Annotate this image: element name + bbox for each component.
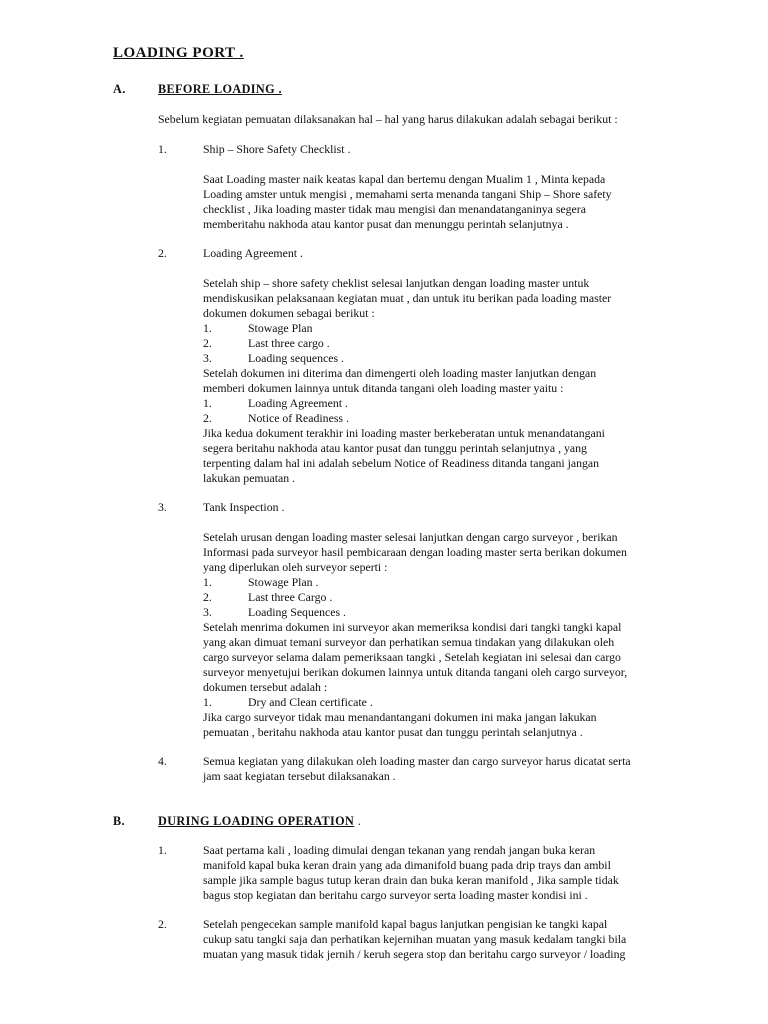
item-number: 2.	[158, 246, 167, 260]
item-paragraph	[203, 754, 631, 784]
text-line: Setelah pengecekan sample manifold kapal bagus lanjutkan pengisian ke tangki kapal	[203, 917, 608, 931]
item-title: Ship – Shore Safety Checklist .	[203, 142, 351, 156]
text-line: Saat Loading master naik keatas kapal dan bertemu dengan Mualim 1 , Minta kepada	[203, 172, 606, 186]
text-line: dokumen tersebut adalah :	[203, 680, 328, 694]
text-line: memberi dokumen lainnya untuk ditanda tangani oleh loading master yaitu :	[203, 381, 564, 395]
text-line: sample jika sample bagus tutup keran drain dan buka keran manifold , Jika sample tidak	[203, 873, 619, 887]
text-line: Semua kegiatan yang dilakukan oleh loading master dan cargo surveyor harus dicatat serta	[203, 754, 631, 768]
text-line: surveyor menyetujui berikan dokumen lainnya untuk ditanda tangani oleh cargo surveyor,	[203, 665, 628, 679]
text-line: jam saat kegiatan tersebut dilaksanakan .	[203, 769, 396, 783]
item-paragraph	[203, 843, 619, 903]
section-a-heading: BEFORE LOADING .	[158, 82, 282, 96]
doc-text: Dry and Clean certificate .	[248, 695, 373, 709]
text-line: memberitahu nakhoda atau kantor pusat dan menunggu perintah selanjutnya .	[203, 217, 569, 231]
section-b-heading-wrap	[158, 814, 361, 829]
item-title: Tank Inspection .	[203, 500, 285, 514]
document-title: LOADING PORT .	[113, 45, 244, 61]
section-b-letter: B.	[113, 814, 125, 828]
item-number: 4.	[158, 754, 167, 768]
text-line: terpenting dalam hal ini adalah sebelum Notice of Readiness ditanda tangani jangan	[203, 456, 600, 470]
doc-number: 1.	[203, 396, 212, 410]
item-paragraph	[203, 710, 597, 740]
doc-text: Loading sequences .	[248, 351, 344, 365]
text-line: Setelah dokumen ini diterima dan dimengerti oleh loading master lanjutkan dengan	[203, 366, 597, 380]
text-line: manifold kapal buka keran drain yang ada dimanifold buang pada drip trays dan ambil	[203, 858, 611, 872]
doc-number: 2.	[203, 411, 212, 425]
section-b-heading: DURING LOADING OPERATION	[158, 814, 355, 828]
doc-number: 3.	[203, 605, 212, 619]
item-paragraph	[203, 917, 626, 962]
doc-text: Stowage Plan	[248, 321, 313, 335]
text-line: checklist , Jika loading master tidak mau mengisi dan menandatanganinya segera	[203, 202, 586, 216]
text-line: pemuatan , beritahu nakhoda atau kantor pusat dan tunggu perintah selanjutnya .	[203, 725, 583, 739]
text-line: bagus stop kegiatan dan beritahu cargo surveyor serta loading master kondisi ini .	[203, 888, 588, 902]
text-line: cargo surveyor selama dalam pemeriksaan tangki , Setelah kegiatan ini selesai dan cargo	[203, 650, 621, 664]
section-b-heading-tail: .	[354, 814, 362, 828]
text-line: cukup satu tangki saja dan perhatikan kejernihan muatan yang masuk kedalam tangki bila	[203, 932, 627, 946]
doc-text: Stowage Plan .	[248, 575, 319, 589]
item-number: 3.	[158, 500, 167, 514]
text-line: segera beritahu nakhoda atau kantor pusat dan tunggu perintah selanjutnya , yang	[203, 441, 587, 455]
text-line: Saat pertama kali , loading dimulai dengan tekanan yang rendah jangan buka keran	[203, 843, 596, 857]
text-line: lakukan pemuatan .	[203, 471, 296, 485]
text-line: Setelah ship – shore safety cheklist selesai lanjutkan dengan loading master untuk	[203, 276, 590, 290]
doc-text: Last three cargo .	[248, 336, 330, 350]
section-a-letter: A.	[113, 82, 126, 96]
doc-number: 1.	[203, 695, 212, 709]
text-line: muatan yang masuk tidak jernih / keruh segera stop dan beritahu cargo surveyor / loading	[203, 947, 626, 961]
text-line: mendiskusikan pelaksanaan kegiatan muat , dan untuk itu berikan pada loading master	[203, 291, 612, 305]
text-line: yang diperlukan oleh surveyor seperti :	[203, 560, 388, 574]
doc-number: 1.	[203, 575, 212, 589]
doc-text: Loading Agreement .	[248, 396, 348, 410]
doc-text: Notice of Readiness .	[248, 411, 349, 425]
text-line: Setelah urusan dengan loading master selesai lanjutkan dengan cargo surveyor , berikan	[203, 530, 618, 544]
item-number: 1.	[158, 843, 167, 857]
text-line: Loading amster untuk mengisi , memahami serta menanda tangani Ship – Shore safety	[203, 187, 612, 201]
doc-number: 2.	[203, 336, 212, 350]
text-line: Setelah menrima dokumen ini surveyor akan memeriksa kondisi dari tangki tangki kapal	[203, 620, 622, 634]
item-number: 1.	[158, 142, 167, 156]
item-paragraph	[203, 620, 627, 695]
text-line: dokumen dokumen sebagai berikut :	[203, 306, 375, 320]
text-line: Jika kedua dokument terakhir ini loading master berkeberatan untuk menandatangani	[203, 426, 605, 440]
doc-number: 1.	[203, 321, 212, 335]
item-paragraph	[203, 366, 596, 396]
doc-text: Loading Sequences .	[248, 605, 346, 619]
item-number: 2.	[158, 917, 167, 931]
section-a-intro: Sebelum kegiatan pemuatan dilaksanakan hal – hal yang harus dilakukan adalah sebagai berikut :	[158, 112, 618, 126]
item-paragraph	[203, 530, 627, 575]
text-line: yang akan dimuat temani surveyor dan perhatikan semua tindakan yang dilakukan oleh	[203, 635, 615, 649]
item-paragraph	[203, 172, 612, 232]
item-paragraph	[203, 426, 605, 486]
item-title: Loading Agreement .	[203, 246, 303, 260]
doc-number: 2.	[203, 590, 212, 604]
doc-number: 3.	[203, 351, 212, 365]
doc-text: Last three Cargo .	[248, 590, 333, 604]
item-paragraph	[203, 276, 611, 321]
text-line: Informasi pada surveyor hasil pembicaraan dengan loading master serta berikan dokumen	[203, 545, 627, 559]
text-line: Jika cargo surveyor tidak mau menandantangani dokumen ini maka jangan lakukan	[203, 710, 597, 724]
